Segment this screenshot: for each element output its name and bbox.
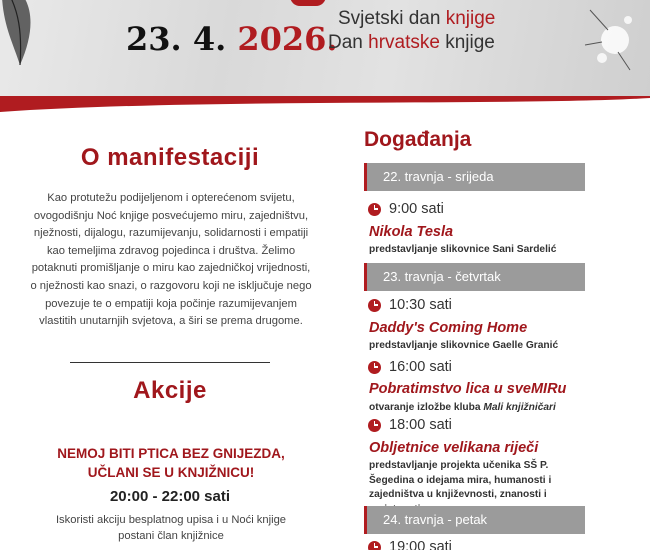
header-divider-wave <box>0 96 650 114</box>
event-description: otvaranje izložbe kluba Mali knjižničari <box>369 402 556 413</box>
event-description: predstavljanje slikovnice Sani Sardelić <box>369 244 557 255</box>
promo-time: 20:00 - 22:00 sati <box>109 488 231 505</box>
event-time: 18:00 sati <box>368 417 452 433</box>
day-header: 24. travnja - petak <box>364 506 585 534</box>
about-text: Kao protutežu podijeljenom i opterećenom svijetu, ovogodišnju Noć knjige posvećujemo miru, zajedništvu, nježnosti, dijalogu, razumijevanju, solidarnosti i empatiji kao temeljima zdravog pojedinca i društva. Želimo potaknuti promišljanje o miru kao zajedničkoj vrijednosti, o nježnosti kao snazi, o razgovoru koji ne isključuje nego povezuje te o empatiji koja počinje razumijevanjem vlastitih unutarnjih svjetova, a širi se prema drugome. <box>30 192 312 328</box>
membership-promo: NEMOJ BITI PTICA BEZ GNIJEZDA, UČLANI SE U KNJIŽNICU! <box>57 446 285 480</box>
event-time: 10:30 sati <box>368 297 452 313</box>
header-banner <box>0 0 650 98</box>
day-header: 22. travnja - srijeda <box>364 163 585 191</box>
event-time: 19:00 sati <box>368 539 452 550</box>
clock-icon <box>368 203 381 216</box>
section-divider <box>70 362 270 363</box>
clock-icon <box>368 361 381 374</box>
day-header: 23. travnja - četvrtak <box>364 263 585 291</box>
ink-splash-icon <box>580 0 640 95</box>
event-time: 16:00 sati <box>368 359 452 375</box>
event-description: predstavljanje slikovnice Gaelle Granić <box>369 340 559 351</box>
event-time: 9:00 sati <box>368 201 444 217</box>
feather-icon <box>0 0 50 70</box>
promo-text: Iskoristi akciju besplatnog upisa i u Noći knjige postani član knjižnice <box>55 514 287 542</box>
event-title[interactable]: Pobratimstvo lica u sveMIRu <box>369 381 567 397</box>
clock-icon <box>368 541 381 550</box>
events-title: Događanja <box>364 128 472 151</box>
event-date: 23. 4. 2026. <box>126 20 338 58</box>
clock-icon <box>368 299 381 312</box>
subtitle-croatian-book-day: Dan hrvatske knjige <box>328 32 495 53</box>
event-title[interactable]: Obljetnice velikana riječi <box>369 440 539 456</box>
logo-fragment <box>290 0 326 6</box>
event-title[interactable]: Daddy's Coming Home <box>369 320 528 336</box>
actions-title: Akcije <box>133 377 207 404</box>
clock-icon <box>368 419 381 432</box>
event-description: predstavljanje projekta učenika SŠ P. Šegedina o idejama mira, humanosti i zajedništva u književnosti, znanosti i <box>369 460 552 500</box>
subtitle-world-book-day: Svjetski dan knjige <box>338 8 496 29</box>
event-title[interactable]: Nikola Tesla <box>369 224 454 240</box>
about-title: O manifestaciji <box>80 144 260 171</box>
